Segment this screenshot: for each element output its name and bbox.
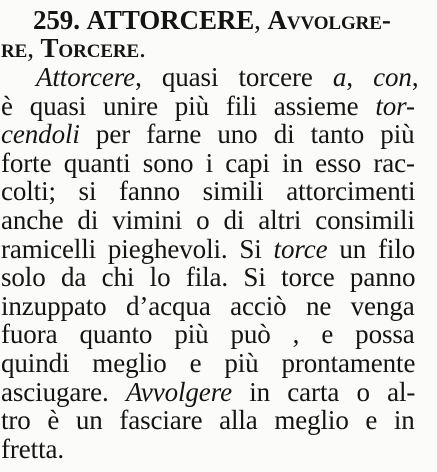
body-text-span: con xyxy=(373,62,412,92)
body-line xyxy=(1,148,415,178)
body-text-span: colti; si fanno simili attorcimenti xyxy=(1,176,416,207)
body-text-span: inzuppato d’acqua acciò ne venga xyxy=(1,290,415,321)
entry-title-line-1 xyxy=(33,5,391,35)
body-line xyxy=(1,434,64,464)
body-text-span: , quasi torcere xyxy=(135,62,333,92)
body-text-span: , xyxy=(346,62,374,92)
entry-headword: ATTORCERE xyxy=(86,5,255,35)
body-line xyxy=(1,176,415,206)
body-text-span: tro è un fasciare alla meglio e in xyxy=(1,405,415,436)
body-line xyxy=(1,377,415,407)
body-text-span: asciugare. xyxy=(1,376,126,407)
body-text-span: Avvolgere xyxy=(125,376,232,407)
entry-title-separator-2: , xyxy=(27,33,41,63)
body-text-span: è quasi unire più fili assieme xyxy=(1,90,376,121)
body-line xyxy=(1,291,415,321)
body-text-span: un filo xyxy=(327,233,416,264)
body-line xyxy=(36,62,418,92)
body-line xyxy=(1,119,415,149)
body-line xyxy=(1,405,415,435)
body-line xyxy=(1,319,415,349)
entry-title-end: . xyxy=(139,33,146,63)
body-text-span: in carta o al- xyxy=(231,376,416,407)
body-line xyxy=(1,348,415,378)
body-line xyxy=(1,262,415,292)
body-text-span: anche di vimini o di altri consimili xyxy=(1,205,415,235)
body-text-span: torce xyxy=(273,233,328,264)
body-line xyxy=(1,234,415,264)
body-line xyxy=(1,91,415,121)
entry-variant-avvolgere: Avvolgre- xyxy=(267,5,391,35)
body-text-span: fretta. xyxy=(1,433,65,464)
entry-title-line-2 xyxy=(1,33,146,63)
body-text-span: tor- xyxy=(375,90,415,121)
body-text-span: a xyxy=(332,62,347,92)
body-line xyxy=(1,205,415,235)
entry-title-separator: , xyxy=(254,5,268,35)
entry-variant-avvolgere-end: re xyxy=(1,33,28,63)
body-text-span: solo da chi lo fila. Si torce panno xyxy=(1,262,416,293)
entry-variant-torcere: Torcere xyxy=(40,33,140,63)
body-text-span: cendoli xyxy=(1,119,80,150)
body-text-span: fuora quanto più può , e possa xyxy=(1,319,415,350)
body-text-span: forte quanti sono i capi in esso rac- xyxy=(1,147,415,178)
body-text-span: ramicelli pieghevoli. Si xyxy=(1,233,274,264)
body-text-span: quindi meglio e più prontamente xyxy=(1,348,416,378)
body-text-span: per farne uno di tanto più xyxy=(79,119,415,150)
body-text-span: , xyxy=(411,62,419,92)
body-text-span: Attorcere xyxy=(36,62,136,92)
entry-number: 259. xyxy=(33,5,80,35)
